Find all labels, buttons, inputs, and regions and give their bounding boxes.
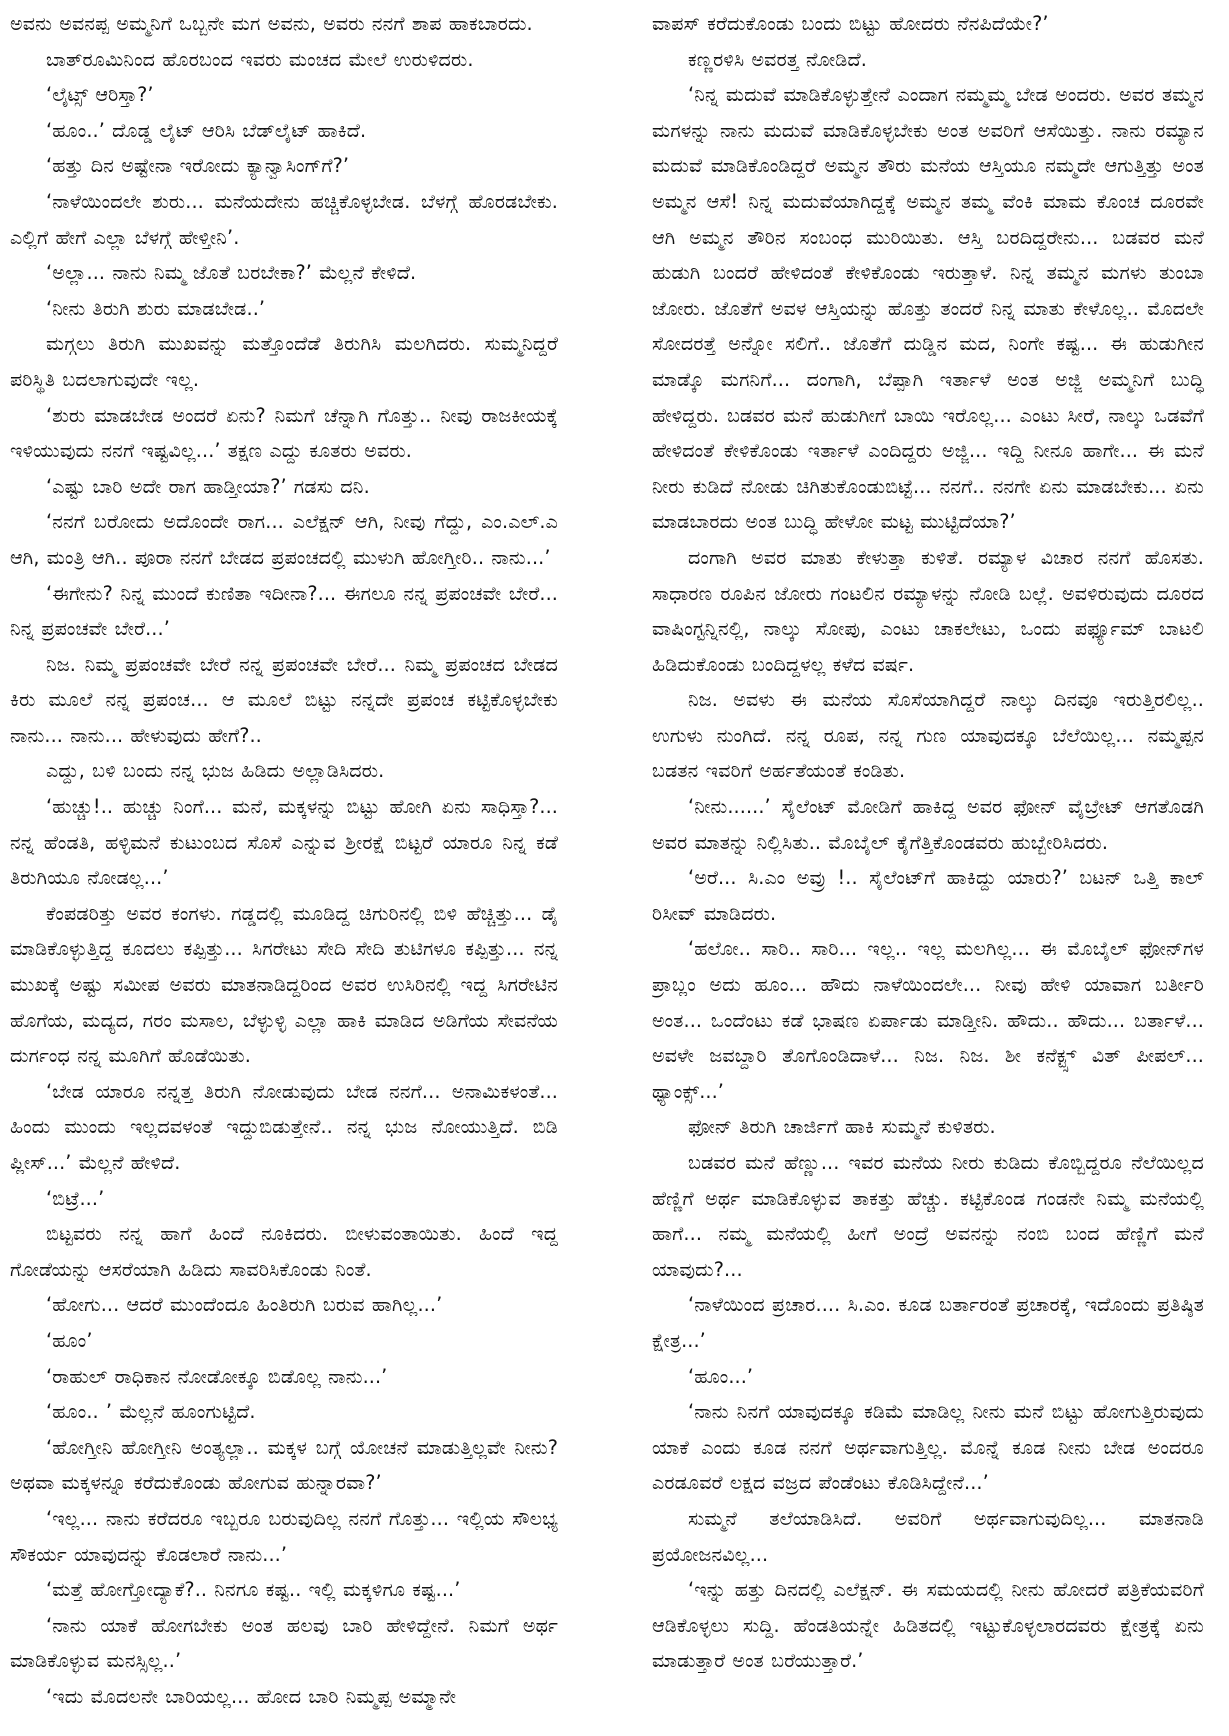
paragraph: ‘ಎಷ್ಟು ಬಾರಿ ಅದೇ ರಾಗ ಹಾಡ್ತೀಯಾ?’ ಗಡಸು ದನಿ. [46,474,370,498]
paragraph: ‘ಇನ್ನು ಹತ್ತು ದಿನದಲ್ಲಿ ಎಲೆಕ್ಷನ್. ಈ ಸಮಯದಲ್ಲಿ ನೀನು ಹೋದರೆ ಪತ್ರಿಕೆಯವರಿಗೆ ಆಡಿಕೊಳ್ಳಲು ಸುದ್ದಿ. ಹೆಂಡತಿಯನ್ನೇ ಹಿಡಿತದಲ್ಲಿ ಇಟ್ಟುಕೊಳ್ಳಲಾರದವರು ಕ್ಷೇತ್ರಕ್ಕೆ ಏನು ಮಾಡುತ್ತಾರೆ ಅಂತ ಬರೆಯುತ್ತಾರೆ.’ [652,1578,1204,1673]
paragraph: ನಿಜ. ನಿಮ್ಮ ಪ್ರಪಂಚವೇ ಬೇರೆ ನನ್ನ ಪ್ರಪಂಚವೇ ಬೇರೆ... ನಿಮ್ಮ ಪ್ರಪಂಚದ ಬೇಡದ ಕಿರು ಮೂಲೆ ನನ್ನ ಪ್ರಪಂಚ... ಆ ಮೂಲೆ ಬಿಟ್ಟು ನನ್ನದೇ ಪ್ರಪಂಚ ಕಟ್ಟಿಕೊಳ್ಳಬೇಕು ನಾನು... ನಾನು... ಹೇಳುವುದು ಹೇಗೆ?.. [10,652,558,747]
paragraph: ‘ಹುಚ್ಚು!.. ಹುಚ್ಚು ನಿಂಗೆ... ಮನೆ, ಮಕ್ಕಳನ್ನು ಬಿಟ್ಟು ಹೋಗಿ ಏನು ಸಾಧಿಸ್ತಾ?... ನನ್ನ ಹೆಂಡತಿ, ಹಳ್ಳಿಮನೆ ಕುಟುಂಬದ ಸೊಸೆ ಎನ್ನುವ ಶ್ರೀರಕ್ಷೆ ಬಿಟ್ಟರೆ ಯಾರೂ ನಿನ್ನ ಕಡೆ ತಿರುಗಿಯೂ ನೋಡಲ್ಲ...’ [10,795,558,890]
paragraph: ಬಾತ್‌ರೂಮಿನಿಂದ ಹೊರಬಂದ ಇವರು ಮಂಚದ ಮೇಲೆ ಉರುಳಿದರು. [46,47,474,71]
paragraph: ಬಡವರ ಮನೆ ಹೆಣ್ಣು... ಇವರ ಮನೆಯ ನೀರು ಕುಡಿದು ಕೊಬ್ಬಿದ್ದರೂ ನೆಲೆಯಿಲ್ಲದ ಹೆಣ್ಣಿಗೆ ಅರ್ಥ ಮಾಡಿಕೊಳ್ಳುವ ತಾಕತ್ತು ಹೆಚ್ಚು. ಕಟ್ಟಿಕೊಂಡ ಗಂಡನೇ ನಿಮ್ಮ ಮನೆಯಲ್ಲಿ ಹಾಗೆ... ನಮ್ಮ ಮನೆಯಲ್ಲಿ ಹೀಗೆ ಅಂದ್ರೆ ಅವನನ್ನು ನಂಬಿ ಬಂದ ಹೆಣ್ಣಿಗೆ ಮನೆ ಯಾವುದು?... [652,1151,1204,1281]
paragraph: ‘ಶುರು ಮಾಡಬೇಡ ಅಂದರೆ ಏನು? ನಿಮಗೆ ಚೆನ್ನಾಗಿ ಗೊತ್ತು.. ನೀವು ರಾಜಕೀಯಕ್ಕೆ ಇಳಿಯುವುದು ನನಗೆ ಇಷ್ಟವಿಲ್ಲ...’ ತಕ್ಷಣ ಎದ್ದು ಕೂತರು ಅವರು. [10,403,558,463]
paragraph: ಬಿಟ್ಟವರು ನನ್ನ ಹಾಗೆ ಹಿಂದೆ ನೂಕಿದರು. ಬೀಳುವಂತಾಯಿತು. ಹಿಂದೆ ಇದ್ದ ಗೋಡೆಯನ್ನು ಆಸರೆಯಾಗಿ ಹಿಡಿದು ಸಾವರಿಸಿಕೊಂಡು ನಿಂತೆ. [10,1222,558,1281]
paragraph: ‘ಅರೆ... ಸಿ.ಎಂ ಅವ್ರು !.. ಸೈಲೆಂಟ್‌ಗೆ ಹಾಕಿದ್ದು ಯಾರು?’ ಬಟನ್ ಒತ್ತಿ ಕಾಲ್ ರಿಸೀವ್ ಮಾಡಿದರು. [652,866,1204,925]
paragraph: ‘ನನಗೆ ಬರೋದು ಅದೊಂದೇ ರಾಗ... ಎಲೆಕ್ಷನ್ ಆಗಿ, ನೀವು ಗೆದ್ದು, ಎಂ.ಎಲ್.ಎ ಆಗಿ, ಮಂತ್ರಿ ಆಗಿ.. ಪೂರಾ ನನಗೆ ಬೇಡದ ಪ್ರಪಂಚದಲ್ಲಿ ಮುಳುಗಿ ಹೋಗ್ತೀರಿ.. ನಾನು...’ [10,510,558,569]
paragraph: ‘ನಾಳೆಯಿಂದಲೇ ಶುರು... ಮನೆಯದೇನು ಹಚ್ಚಿಕೊಳ್ಳಬೇಡ. ಬೆಳಗ್ಗೆ ಹೊರಡಬೇಕು. ಎಲ್ಲಿಗೆ ಹೇಗೆ ಎಲ್ಲಾ ಬೆಳಗ್ಗೆ ಹೇಳ್ತೀನಿ’. [10,189,558,249]
paragraph: ‘ಹತ್ತು ದಿನ ಅಷ್ಟೇನಾ ಇರೋದು ಕ್ಯಾನ್ವಾಸಿಂಗ್‌ಗೆ?’ [46,154,350,178]
paragraph: ಎದ್ದು, ಬಳಿ ಬಂದು ನನ್ನ ಭುಜ ಹಿಡಿದು ಅಲ್ಲಾಡಿಸಿದರು. [46,759,385,783]
paragraph: ಮಗ್ಗಲು ತಿರುಗಿ ಮುಖವನ್ನು ಮತ್ತೊಂದೆಡೆ ತಿರುಗಿಸಿ ಮಲಗಿದರು. ಸುಮ್ಮನಿದ್ದರೆ ಪರಿಸ್ಥಿತಿ ಬದಲಾಗುವುದೇ ಇಲ್ಲ. [10,332,558,391]
paragraph: ‘ನಿನ್ನ ಮದುವೆ ಮಾಡಿಕೊಳ್ಳುತ್ತೇನೆ ಎಂದಾಗ ನಮ್ಮಮ್ಮ ಬೇಡ ಅಂದರು. ಅವರ ತಮ್ಮನ ಮಗಳನ್ನು ನಾನು ಮದುವೆ ಮಾಡಿಕೊಳ್ಳಬೇಕು ಅಂತ ಅವರಿಗೆ ಆಸೆಯಿತ್ತು. ನಾನು ರಮ್ಯಾನ ಮದುವೆ ಮಾಡಿಕೊಂಡಿದ್ದರೆ ಅಮ್ಮನ ತೌರು ಮನೆಯ ಆಸ್ತಿಯೂ ನಮ್ಮದೇ ಆಗುತ್ತಿತ್ತು ಅಂತ ಅಮ್ಮನ ಆಸೆ! ನಿನ್ನ ಮದುವೆಯಾಗಿದ್ದಕ್ಕೆ ಅಮ್ಮನ ತಮ್ಮ ವೆಂಕಿ ಮಾಮ ಕೊಂಚ ದೂರವೇ ಆಗಿ ಅಮ್ಮನ ತೌರಿನ ಸಂಬಂಧ ಮುರಿಯಿತು. ಆಸ್ತಿ ಬರದಿದ್ದರೇನು... ಬಡವರ ಮನೆ ಹುಡುಗಿ ಬಂದರೆ ಹೇಳಿದಂತೆ ಕೇಳಿಕೊಂಡು ಇರುತ್ತಾಳೆ. ನಿನ್ನ ತಮ್ಮನ ಮಗಳು ತುಂಬಾ ಜೋರು. ಜೊತೆಗೆ ಅವಳ ಆಸ್ತಿಯನ್ನು ಹೊತ್ತು ತಂದರೆ ನಿನ್ನ ಮಾತು ಕೇಳೊಲ್ಲ.. ಮೊದಲೇ ಸೋದರತ್ತೆ ಅನ್ನೋ ಸಲಿಗೆ.. ಜೊತೆಗೆ ದುಡ್ಡಿನ ಮದ, ನಿಂಗೇ ಕಷ್ಟ... ಈ ಹುಡುಗೀನ ಮಾಡ್ಕೊ ಮಗನಿಗೆ... ದಂಗಾಗಿ, ಬೆಪ್ಪಾಗಿ ಇರ್ತಾಳೆ ಅಂತ ಅಜ್ಜಿ ಅಮ್ಮನಿಗೆ ಬುದ್ಧಿ ಹೇಳಿದ್ದರು. ಬಡವರ ಮನೆ ಹುಡುಗೀಗೆ ಬಾಯಿ ಇರೊಲ್ಲ... ಎಂಟು ಸೀರೆ, ನಾಲ್ಕು ಒಡವೆಗೆ ಹೇಳಿದಂತೆ ಕೇಳಿಕೊಂಡು ಇರ್ತಾಳೆ ಎಂದಿದ್ದರು ಅಜ್ಜಿ... ಇದ್ದಿ ನೀನೂ ಹಾಗೇ... ಈ ಮನೆ ನೀರು ಕುಡಿದೆ ನೋಡು ಚಿಗಿತುಕೊಂಡುಬಿಟ್ಟೆ... ನನಗೆ.. ನನಗೇ ಏನು ಮಾಡಬೇಕು... ಏನು ಮಾಡಬಾರದು ಅಂತ ಬುದ್ಧಿ ಹೇಳೋ ಮಟ್ಟ ಮುಟ್ಟಿದೆಯಾ?’ [652,83,1204,534]
paragraph: ‘ಬಿಟ್ರೆ...’ [46,1186,105,1210]
paragraph: ಕಣ್ಣರಳಿಸಿ ಅವರತ್ತ ನೋಡಿದೆ. [688,47,867,71]
paragraph: ‘ಹೂಂ’ [46,1328,93,1352]
left-column [10,6,558,1736]
paragraph: ‘ನೀನು......’ ಸೈಲೆಂಟ್ ಮೋಡಿಗೆ ಹಾಕಿದ್ದ ಅವರ ಫೋನ್ ವೈಬ್ರೇಟ್ ಆಗತೊಡಗಿ ಅವರ ಮಾತನ್ನು ನಿಲ್ಲಿಸಿತು.. ಮೊಬೈಲ್ ಕೈಗೆತ್ತಿಕೊಂಡವರು ಹುಬ್ಬೇರಿಸಿದರು. [652,795,1204,854]
right-column [652,6,1204,1736]
paragraph: ‘ಇದು ಮೊದಲನೇ ಬಾರಿಯಲ್ಲ... ಹೋದ ಬಾರಿ ನಿಮ್ಮಪ್ಪ ಅಮ್ಮಾನೇ [46,1684,457,1708]
paragraph: ‘ಹೋಗ್ತೀನಿ ಹೋಗ್ತೀನಿ ಅಂತ್ಯಲ್ಲಾ.. ಮಕ್ಕಳ ಬಗ್ಗೆ ಯೋಚನೆ ಮಾಡುತ್ತಿಲ್ಲವೇ ನೀನು? ಅಥವಾ ಮಕ್ಕಳನ್ನೂ ಕರೆದುಕೊಂಡು ಹೋಗುವ ಹುನ್ನಾರವಾ?’ [10,1435,558,1495]
paragraph: ‘ನಾಳೆಯಿಂದ ಪ್ರಚಾರ.... ಸಿ.ಎಂ. ಕೂಡ ಬರ್ತಾರಂತೆ ಪ್ರಚಾರಕ್ಕೆ, ಇದೊಂದು ಪ್ರತಿಷ್ಠಿತ ಕ್ಷೇತ್ರ...’ [652,1293,1204,1352]
paragraph: ಸುಮ್ಮನೆ ತಲೆಯಾಡಿಸಿದೆ. ಅವರಿಗೆ ಅರ್ಥವಾಗುವುದಿಲ್ಲ... ಮಾತನಾಡಿ ಪ್ರಯೋಜನವಿಲ್ಲ... [652,1506,1204,1566]
paragraph: ‘ನೀನು ತಿರುಗಿ ಶುರು ಮಾಡಬೇಡ..’ [46,296,266,320]
paragraph: ‘ಹೂಂ..’ ದೊಡ್ಡ ಲೈಟ್ ಆರಿಸಿ ಬೆಡ್‌ಲೈಟ್ ಹಾಕಿದೆ. [46,118,367,142]
paragraph: ದಂಗಾಗಿ ಅವರ ಮಾತು ಕೇಳುತ್ತಾ ಕುಳಿತೆ. ರಮ್ಯಾಳ ವಿಚಾರ ನನಗೆ ಹೊಸತು. ಸಾಧಾರಣ ರೂಪಿನ ಜೋರು ಗಂಟಲಿನ ರಮ್ಯಾಳನ್ನು ನೋಡಿ ಬಲ್ಲೆ. ಅವಳಿರುವುದು ದೂರದ ವಾಷಿಂಗ್ಟನ್ನಿನಲ್ಲಿ, ನಾಲ್ಕು ಸೋಪು, ಎಂಟು ಚಾಕಲೇಟು, ಒಂದು ಪರ್ಫ್ಯೂಮ್ ಬಾಟಲಿ ಹಿಡಿದುಕೊಂಡು ಬಂದಿದ್ದಳಲ್ಲ ಕಳೆದ ವರ್ಷ. [652,545,1204,676]
paragraph: ‘ಲೈಟ್ಸ್ ಆರಿಸ್ತಾ?’ [46,83,154,107]
paragraph: ‘ಈಗೇನು? ನಿನ್ನ ಮುಂದೆ ಕುಣಿತಾ ಇದೀನಾ?... ಈಗಲೂ ನನ್ನ ಪ್ರಪಂಚವೇ ಬೇರೆ... ನಿನ್ನ ಪ್ರಪಂಚವೇ ಬೇರೆ...’ [10,581,558,641]
paragraph: ‘ಹೂಂ...’ [688,1364,754,1388]
paragraph: ಅವನು ಅವನಪ್ಪ ಅಮ್ಮನಿಗೆ ಒಬ್ಬನೇ ಮಗ ಅವನು, ಅವರು ನನಗೆ ಶಾಪ ಹಾಕಬಾರದು. [10,12,533,35]
paragraph: ವಾಪಸ್ ಕರೆದುಕೊಂಡು ಬಂದು ಬಿಟ್ಟು ಹೋದರು ನೆನಪಿದೆಯೇ?’ [652,12,1049,35]
paragraph: ಫೋನ್ ತಿರುಗಿ ಚಾರ್ಜಿಗೆ ಹಾಕಿ ಸುಮ್ಮನೆ ಕುಳಿತರು. [688,1115,996,1139]
paragraph: ‘ಮತ್ತೆ ಹೋಗ್ತೋದ್ಯಾಕೆ?.. ನಿನಗೂ ಕಷ್ಟ.. ಇಲ್ಲಿ ಮಕ್ಕಳಿಗೂ ಕಷ್ಟ...’ [46,1578,461,1602]
paragraph: ‘ಹೋಗು... ಆದರೆ ಮುಂದೆಂದೂ ಹಿಂತಿರುಗಿ ಬರುವ ಹಾಗಿಲ್ಲ...’ [46,1293,443,1317]
paragraph: ‘ನಾನು ಯಾಕೆ ಹೋಗಬೇಕು ಅಂತ ಹಲವು ಬಾರಿ ಹೇಳಿದ್ದೇನೆ. ನಿಮಗೆ ಅರ್ಥ ಮಾಡಿಕೊಳ್ಳುವ ಮನಸ್ಸಿಲ್ಲ..’ [10,1613,558,1673]
paragraph: ‘ನಾನು ನಿನಗೆ ಯಾವುದಕ್ಕೂ ಕಡಿಮೆ ಮಾಡಿಲ್ಲ ನೀನು ಮನೆ ಬಿಟ್ಟು ಹೋಗುತ್ತಿರುವುದು ಯಾಕೆ ಎಂದು ಕೂಡ ನನಗೆ ಅರ್ಥವಾಗುತ್ತಿಲ್ಲ. ಮೊನ್ನೆ ಕೂಡ ನೀನು ಬೇಡ ಅಂದರೂ ಎರಡೂವರೆ ಲಕ್ಷದ ವಜ್ರದ ಪೆಂಡೆಂಟು ಕೊಡಿಸಿದ್ದೇನೆ...’ [652,1400,1204,1495]
paragraph: ‘ರಾಹುಲ್ ರಾಧಿಕಾನ ನೋಡೋಕ್ಕೂ ಬಿಡೊಲ್ಲ ನಾನು...’ [46,1364,388,1388]
paragraph: ‘ಇಲ್ಲ... ನಾನು ಕರೆದರೂ ಇಬ್ಬರೂ ಬರುವುದಿಲ್ಲ ನನಗೆ ಗೊತ್ತು... ಇಲ್ಲಿಯ ಸೌಲಭ್ಯ ಸೌಕರ್ಯ ಯಾವುದನ್ನು ಕೊಡಲಾರೆ ನಾನು...’ [10,1506,558,1566]
paragraph: ಕೆಂಪಡರಿತ್ತು ಅವರ ಕಂಗಳು. ಗಡ್ಡದಲ್ಲಿ ಮೂಡಿದ್ದ ಚಿಗುರಿನಲ್ಲಿ ಬಿಳಿ ಹೆಚ್ಚಿತ್ತು... ಡೈ ಮಾಡಿಕೊಳ್ಳುತ್ತಿದ್ದ ಕೂದಲು ಕಪ್ಪಿತ್ತು... ಸಿಗರೇಟು ಸೇದಿ ಸೇದಿ ತುಟಿಗಳೂ ಕಪ್ಪಿತ್ತು... ನನ್ನ ಮುಖಕ್ಕೆ ಅಷ್ಟು ಸಮೀಪ ಅವರು ಮಾತನಾಡಿದ್ದರಿಂದ ಅವರ ಉಸಿರಿನಲ್ಲಿ ಇದ್ದ ಸಿಗರೇಟಿನ ಹೊಗೆಯ, ಮದ್ಯದ, ಗರಂ ಮಸಾಲ, ಬೆಳ್ಳುಳ್ಳಿ ಎಲ್ಲಾ ಹಾಕಿ ಮಾಡಿದ ಅಡಿಗೆಯ ಸೇವನೆಯ ದುರ್ಗಂಧ ನನ್ನ ಮೂಗಿಗೆ ಹೊಡೆಯಿತು. [10,901,558,1068]
paragraph: ‘ಬೇಡ ಯಾರೂ ನನ್ನತ್ತ ತಿರುಗಿ ನೋಡುವುದು ಬೇಡ ನನಗೆ... ಅನಾಮಿಕಳಂತೆ... ಹಿಂದು ಮುಂದು ಇಲ್ಲದವಳಂತೆ ಇದ್ದುಬಿಡುತ್ತೇನೆ.. ನನ್ನ ಭುಜ ನೋಯುತ್ತಿದೆ. ಬಿಡಿ ಪ್ಲೀಸ್...’ ಮೆಲ್ಲನೆ ಹೇಳಿದೆ. [10,1079,558,1174]
paragraph: ‘ಹೂಂ.. ’ ಮೆಲ್ಲನೆ ಹೂಂಗುಟ್ಟಿದೆ. [46,1400,256,1424]
paragraph: ‘ಹಲೋ.. ಸಾರಿ.. ಸಾರಿ... ಇಲ್ಲ.. ಇಲ್ಲ ಮಲಗಿಲ್ಲ... ಈ ಮೊಬೈಲ್ ಫೋನ್‌ಗಳ ಪ್ರಾಬ್ಲಂ ಅದು ಹೂಂ... ಹೌದು ನಾಳೆಯಿಂದಲೇ... ನೀವು ಹೇಳಿ ಯಾವಾಗ ಬರ್ತೀರಿ ಅಂತ... ಒಂದೆಂಟು ಕಡೆ ಭಾಷಣ ಏರ್ಪಾಡು ಮಾಡ್ತೀನಿ. ಹೌದು.. ಹೌದು... ಬರ್ತಾಳೆ... ಅವಳೇ ಜವಬ್ದಾರಿ ತೊಗೊಂಡಿದಾಳೆ... ನಿಜ. ನಿಜ. ಶೀ ಕನೆಕ್ಟ್ಸ್ ವಿತ್ ಪೀಪಲ್... ಥ್ಯಾಂಕ್ಸ್...’ [652,937,1204,1103]
paragraph: ನಿಜ. ಅವಳು ಈ ಮನೆಯ ಸೊಸೆಯಾಗಿದ್ದರೆ ನಾಲ್ಕು ದಿನವೂ ಇರುತ್ತಿರಲಿಲ್ಲ.. ಉಗುಳು ನುಂಗಿದೆ. ನನ್ನ ರೂಪ, ನನ್ನ ಗುಣ ಯಾವುದಕ್ಕೂ ಬೆಲೆಯಿಲ್ಲ... ನಮ್ಮಪ್ಪನ ಬಡತನ ಇವರಿಗೆ ಅರ್ಹತೆಯಂತೆ ಕಂಡಿತು. [652,688,1204,783]
paragraph: ‘ಅಲ್ಲಾ... ನಾನು ನಿಮ್ಮ ಜೊತೆ ಬರಬೇಕಾ?’ ಮೆಲ್ಲನೆ ಕೇಳಿದೆ. [46,261,417,285]
